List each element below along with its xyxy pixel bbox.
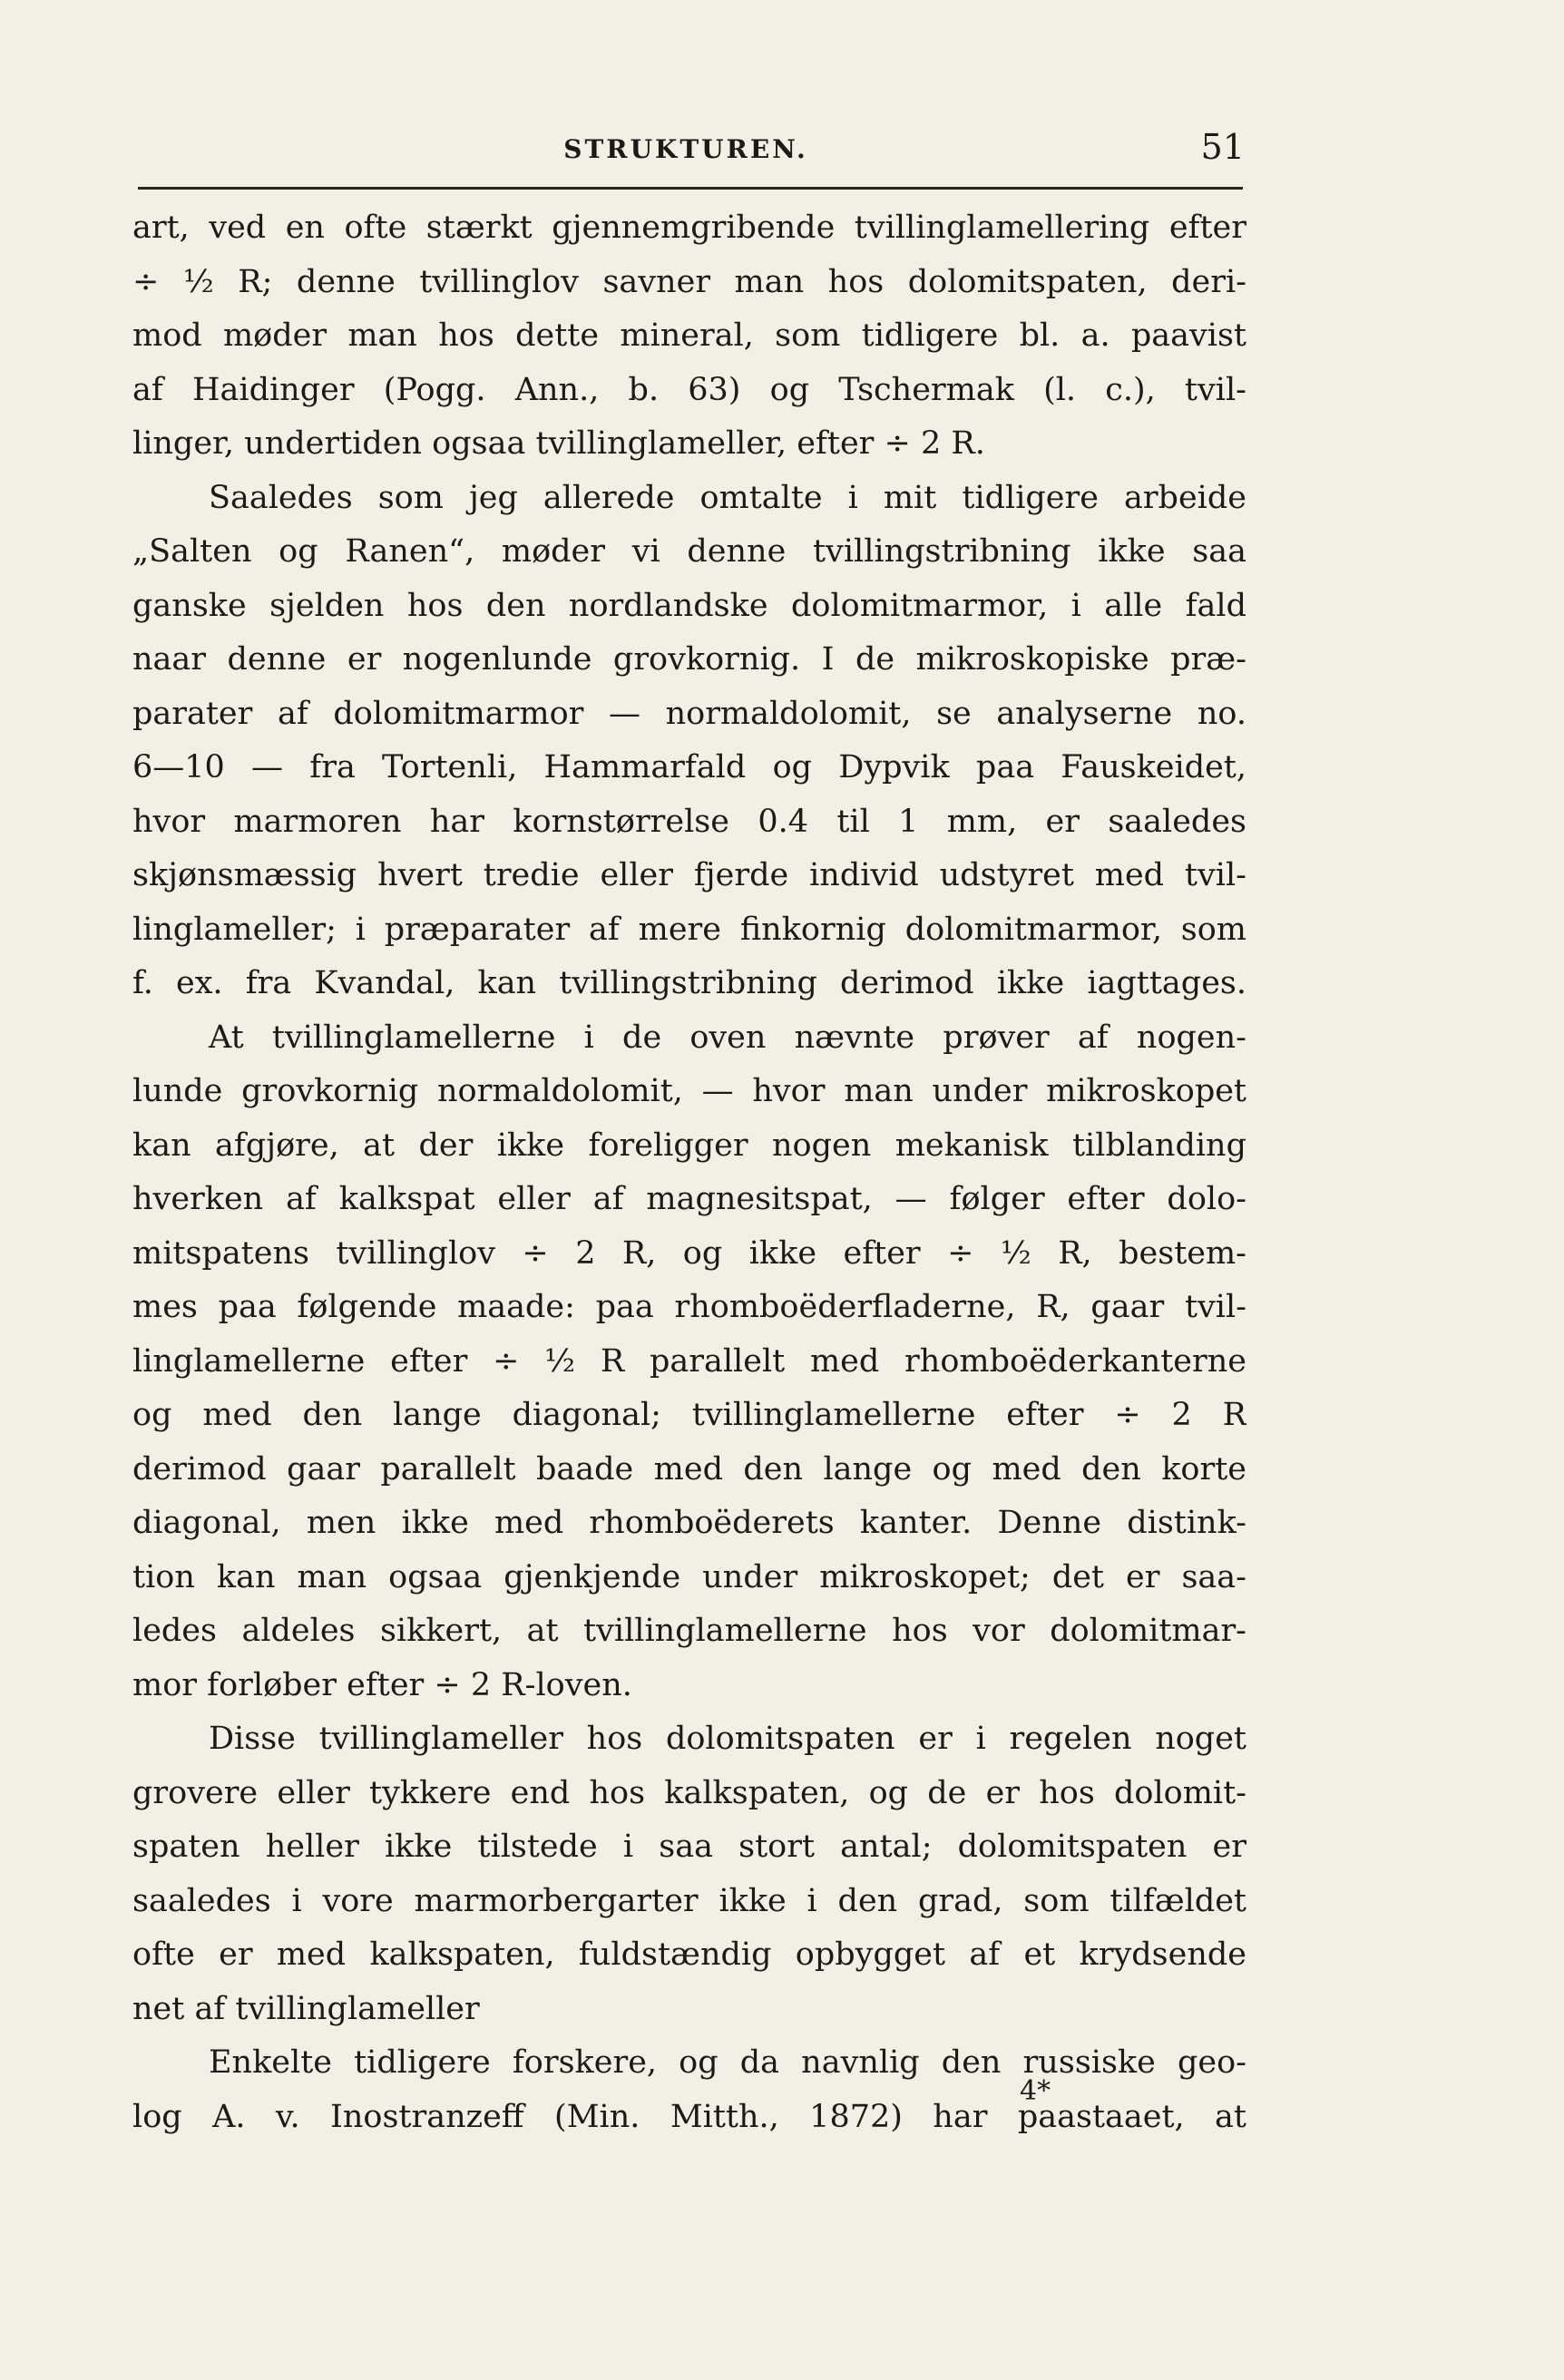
text-line: ÷ ½ R; denne tvillinglov savner man hos dolomitspaten, deri-: [132, 263, 1246, 300]
text-line: kan afgjøre, at der ikke foreligger nogen mekanisk tilblanding: [132, 1127, 1246, 1164]
text-line: „Salten og Ranen“, møder vi denne tvillingstribning ikke saa: [132, 533, 1246, 570]
text-line: At tvillinglamellerne i de oven nævnte prøver af nogen-: [209, 1019, 1246, 1056]
text-line: derimod gaar parallelt baade med den lange og med den korte: [132, 1450, 1246, 1488]
text-line: parater af dolomitmarmor — normaldolomit, se analyserne no.: [132, 695, 1246, 732]
text-line: Enkelte tidligere forskere, og da navnlig den russiske geo-: [209, 2044, 1246, 2081]
text-line: diagonal, men ikke med rhomboëderets kanter. Denne distink-: [132, 1505, 1246, 1541]
text-line: mitspatens tvillinglov ÷ 2 R, og ikke efter ÷ ½ R, bestem-: [132, 1234, 1246, 1272]
header-rule: [138, 187, 1243, 190]
text-line: art, ved en ofte stærkt gjennemgribende tvillinglamellering efter: [132, 210, 1246, 246]
text-line: og med den lange diagonal; tvillinglamellerne efter ÷ 2 R: [132, 1397, 1246, 1433]
text-line: hverken af kalkspat eller af magnesitspat, — følger efter dolo-: [132, 1181, 1246, 1217]
text-line: linglameller; i præparater af mere finkornig dolomitmarmor, som: [132, 911, 1246, 948]
text-line: 6—10 — fra Tortenli, Hammarfald og Dypvik paa Fauskeidet,: [132, 749, 1246, 785]
text-line: tion kan man ogsaa gjenkjende under mikroskopet; det er saa-: [132, 1558, 1246, 1595]
text-line: naar denne er nogenlunde grovkornig. I de mikroskopiske præ-: [132, 641, 1246, 678]
text-line: net af tvillinglameller: [132, 1990, 480, 2027]
text-line: hvor marmoren har kornstørrelse 0.4 til 1 mm, er saaledes: [132, 803, 1246, 840]
text-line: spaten heller ikke tilstede i saa stort antal; dolomitspaten er: [132, 1829, 1246, 1865]
text-line: af Haidinger (Pogg. Ann., b. 63) og Tschermak (l. c.), tvil-: [132, 371, 1246, 408]
body-text: [132, 201, 1246, 2144]
text-line: grovere eller tykkere end hos kalkspaten, og de er hos dolomit-: [132, 1774, 1246, 1811]
text-line: mes paa følgende maade: paa rhomboëderfladerne, R, gaar tvil-: [132, 1289, 1246, 1325]
text-line: linger, undertiden ogsaa tvillinglameller, efter ÷ 2 R.: [132, 425, 985, 462]
text-line: Disse tvillinglameller hos dolomitspaten er i regelen noget: [209, 1721, 1246, 1757]
text-line: ganske sjelden hos den nordlandske dolomitmarmor, i alle fald: [132, 587, 1246, 624]
text-line: log A. v. Inostranzeff (Min. Mitth., 1872) har paastaaet, at: [132, 2098, 1246, 2135]
text-line: Saaledes som jeg allerede omtalte i mit tidligere arbeide: [209, 479, 1246, 516]
text-line: ofte er med kalkspaten, fuldstændig opbygget af et krydsende: [132, 1936, 1246, 1973]
signature-mark: 4*: [1020, 2075, 1051, 2107]
text-line: ledes aldeles sikkert, at tvillinglamellerne hos vor dolomitmar-: [132, 1613, 1246, 1649]
text-line: mod møder man hos dette mineral, som tidligere bl. a. paavist: [132, 317, 1246, 354]
page-header: [127, 127, 1245, 181]
page-number: 51: [1200, 127, 1245, 167]
running-head: STRUKTUREN.: [563, 134, 808, 164]
text-line: mor forløber efter ÷ 2 R-loven.: [132, 1666, 632, 1703]
text-line: skjønsmæssig hvert tredie eller fjerde individ udstyret med tvil-: [132, 857, 1246, 893]
text-line: linglamellerne efter ÷ ½ R parallelt med rhomboëderkanterne: [132, 1342, 1246, 1380]
text-line: f. ex. fra Kvandal, kan tvillingstribning derimod ikke iagttages.: [132, 965, 1246, 1001]
text-line: lunde grovkornig normaldolomit, — hvor man under mikroskopet: [132, 1073, 1246, 1109]
text-line: saaledes i vore marmorbergarter ikke i den grad, som tilfældet: [132, 1882, 1246, 1919]
